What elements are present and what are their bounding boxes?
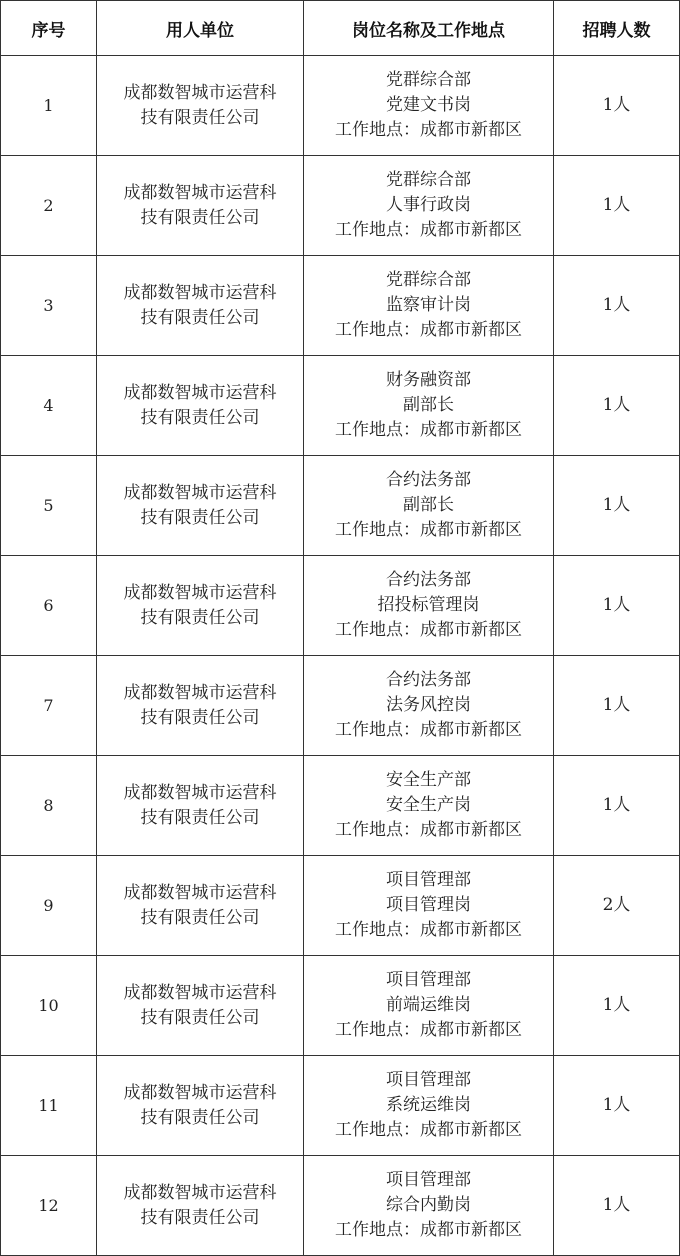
department-name: 项目管理部 — [386, 1070, 471, 1090]
employer-line: 技有限责任公司 — [140, 1207, 260, 1228]
position-cell — [304, 556, 554, 656]
work-location: 工作地点：成都市新都区 — [335, 320, 522, 340]
employer-line: 成都数智城市运营科 — [123, 482, 277, 503]
serial-number-cell: 2 — [1, 156, 97, 256]
position-name: 综合内勤岗 — [386, 1195, 471, 1215]
table-row — [1, 256, 680, 356]
table-row — [1, 356, 680, 456]
hiring-count-cell: 1人 — [554, 56, 680, 156]
department-name: 合约法务部 — [386, 470, 471, 490]
department-name: 党群综合部 — [386, 170, 471, 190]
position-name: 系统运维岗 — [386, 1095, 471, 1115]
position-name: 人事行政岗 — [386, 195, 471, 215]
table-row — [1, 556, 680, 656]
position-name: 副部长 — [403, 395, 454, 415]
employer-cell — [97, 356, 304, 456]
hiring-count-cell: 1人 — [554, 1056, 680, 1156]
work-location: 工作地点：成都市新都区 — [335, 1120, 522, 1140]
hiring-count-cell: 1人 — [554, 156, 680, 256]
position-name: 法务风控岗 — [386, 695, 471, 715]
work-location: 工作地点：成都市新都区 — [335, 220, 522, 240]
serial-number-cell: 5 — [1, 456, 97, 556]
employer-line: 技有限责任公司 — [140, 607, 260, 628]
table-row — [1, 56, 680, 156]
employer-line: 技有限责任公司 — [140, 407, 260, 428]
work-location: 工作地点：成都市新都区 — [335, 720, 522, 740]
employer-line: 技有限责任公司 — [140, 707, 260, 728]
employer-line: 技有限责任公司 — [140, 507, 260, 528]
position-name: 副部长 — [403, 495, 454, 515]
position-cell — [304, 856, 554, 956]
employer-line: 技有限责任公司 — [140, 1007, 260, 1028]
department-name: 党群综合部 — [386, 270, 471, 290]
employer-line: 成都数智城市运营科 — [123, 1182, 277, 1203]
department-name: 项目管理部 — [386, 870, 471, 890]
employer-line: 技有限责任公司 — [140, 1107, 260, 1128]
position-cell — [304, 256, 554, 356]
header-employer: 用人单位 — [97, 1, 304, 56]
department-name: 项目管理部 — [386, 1170, 471, 1190]
serial-number-cell: 3 — [1, 256, 97, 356]
serial-number-cell: 8 — [1, 756, 97, 856]
employer-line: 成都数智城市运营科 — [123, 82, 277, 103]
header-serial-number: 序号 — [1, 1, 97, 56]
table-row — [1, 1056, 680, 1156]
department-name: 合约法务部 — [386, 570, 471, 590]
position-name: 监察审计岗 — [386, 295, 471, 315]
serial-number-cell: 9 — [1, 856, 97, 956]
employer-cell — [97, 956, 304, 1056]
serial-number-cell: 4 — [1, 356, 97, 456]
employer-line: 成都数智城市运营科 — [123, 282, 277, 303]
position-name: 安全生产岗 — [386, 795, 471, 815]
employer-line: 成都数智城市运营科 — [123, 782, 277, 803]
table-header-row — [1, 1, 680, 56]
table-row — [1, 156, 680, 256]
employer-cell — [97, 1156, 304, 1256]
hiring-count-cell: 1人 — [554, 656, 680, 756]
department-name: 合约法务部 — [386, 670, 471, 690]
table-row — [1, 656, 680, 756]
work-location: 工作地点：成都市新都区 — [335, 1020, 522, 1040]
table-row — [1, 756, 680, 856]
table-body — [1, 56, 680, 1256]
hiring-count-cell: 1人 — [554, 956, 680, 1056]
hiring-count-cell: 1人 — [554, 756, 680, 856]
table-row — [1, 1156, 680, 1256]
employer-cell — [97, 756, 304, 856]
employer-line: 技有限责任公司 — [140, 907, 260, 928]
table-row — [1, 456, 680, 556]
employer-cell — [97, 1056, 304, 1156]
serial-number-cell: 6 — [1, 556, 97, 656]
position-cell — [304, 456, 554, 556]
employer-cell — [97, 156, 304, 256]
position-cell — [304, 1056, 554, 1156]
employer-line: 成都数智城市运营科 — [123, 1082, 277, 1103]
employer-cell — [97, 256, 304, 356]
department-name: 安全生产部 — [386, 770, 471, 790]
work-location: 工作地点：成都市新都区 — [335, 820, 522, 840]
employer-line: 成都数智城市运营科 — [123, 182, 277, 203]
position-cell — [304, 156, 554, 256]
work-location: 工作地点：成都市新都区 — [335, 120, 522, 140]
employer-cell — [97, 656, 304, 756]
header-hiring-count: 招聘人数 — [554, 1, 680, 56]
header-position-and-location: 岗位名称及工作地点 — [304, 1, 554, 56]
employer-line: 技有限责任公司 — [140, 207, 260, 228]
position-name: 项目管理岗 — [386, 895, 471, 915]
hiring-count-cell: 1人 — [554, 1156, 680, 1256]
position-cell — [304, 656, 554, 756]
work-location: 工作地点：成都市新都区 — [335, 520, 522, 540]
employer-line: 成都数智城市运营科 — [123, 982, 277, 1003]
position-cell — [304, 756, 554, 856]
hiring-count-cell: 1人 — [554, 256, 680, 356]
position-cell — [304, 356, 554, 456]
department-name: 党群综合部 — [386, 70, 471, 90]
employer-line: 技有限责任公司 — [140, 307, 260, 328]
hiring-count-cell: 1人 — [554, 356, 680, 456]
position-cell — [304, 1156, 554, 1256]
work-location: 工作地点：成都市新都区 — [335, 920, 522, 940]
work-location: 工作地点：成都市新都区 — [335, 1220, 522, 1240]
work-location: 工作地点：成都市新都区 — [335, 420, 522, 440]
department-name: 项目管理部 — [386, 970, 471, 990]
hiring-count-cell: 2人 — [554, 856, 680, 956]
serial-number-cell: 7 — [1, 656, 97, 756]
employer-cell — [97, 556, 304, 656]
employer-line: 成都数智城市运营科 — [123, 882, 277, 903]
employer-line: 技有限责任公司 — [140, 807, 260, 828]
employer-cell — [97, 456, 304, 556]
position-name: 前端运维岗 — [386, 995, 471, 1015]
employer-cell — [97, 56, 304, 156]
position-name: 招投标管理岗 — [377, 595, 480, 615]
position-cell — [304, 56, 554, 156]
hiring-count-cell: 1人 — [554, 556, 680, 656]
serial-number-cell: 11 — [1, 1056, 97, 1156]
employer-cell — [97, 856, 304, 956]
table-row — [1, 956, 680, 1056]
position-name: 党建文书岗 — [386, 95, 471, 115]
employer-line: 成都数智城市运营科 — [123, 582, 277, 603]
serial-number-cell: 1 — [1, 56, 97, 156]
department-name: 财务融资部 — [386, 370, 471, 390]
serial-number-cell: 10 — [1, 956, 97, 1056]
hiring-count-cell: 1人 — [554, 456, 680, 556]
position-cell — [304, 956, 554, 1056]
work-location: 工作地点：成都市新都区 — [335, 620, 522, 640]
employer-line: 成都数智城市运营科 — [123, 682, 277, 703]
employer-line: 成都数智城市运营科 — [123, 382, 277, 403]
table-row — [1, 856, 680, 956]
serial-number-cell: 12 — [1, 1156, 97, 1256]
employer-line: 技有限责任公司 — [140, 107, 260, 128]
